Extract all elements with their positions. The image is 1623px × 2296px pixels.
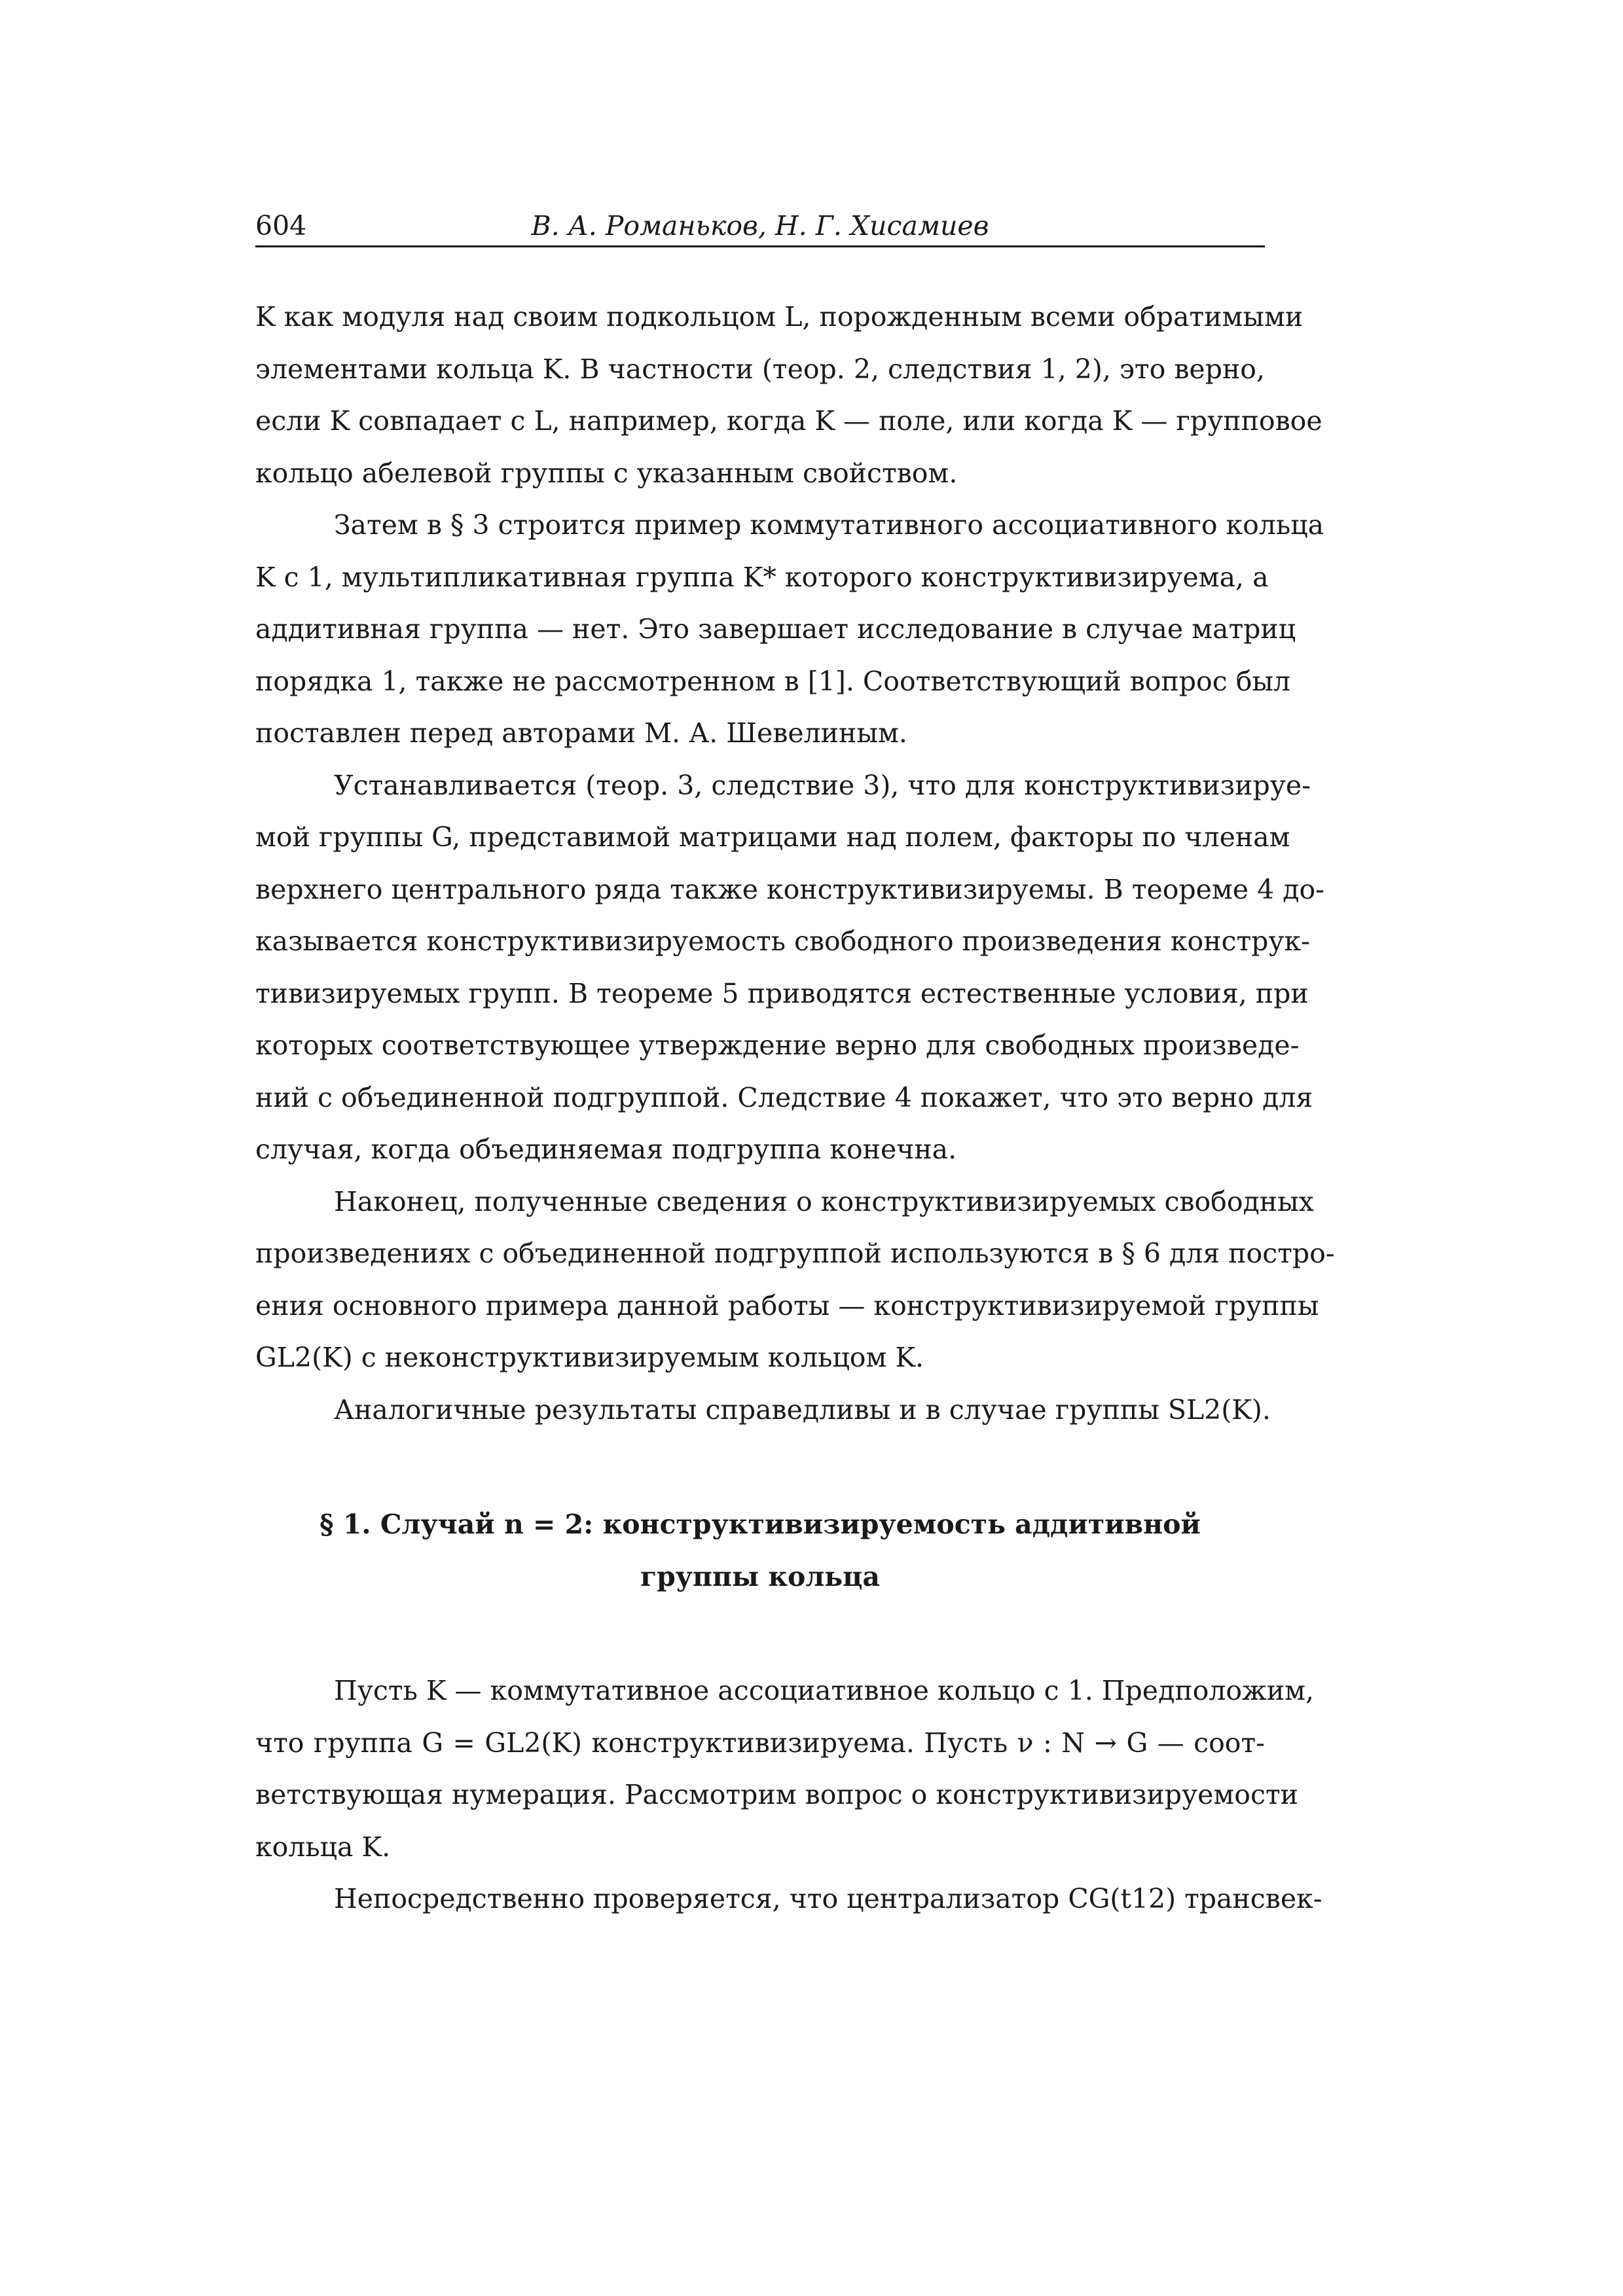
- text-line: порядка 1, также не рассмотренном в [1]. Соответствующий вопрос был: [255, 665, 1291, 697]
- text-line: что группа G = GL2(K) конструктивизируема. Пусть ν : N → G — соот-: [255, 1727, 1265, 1759]
- text-line: элементами кольца K. В частности (теор. 2, следствия 1, 2), это верно,: [255, 353, 1265, 385]
- text-line: верхнего центрального ряда также конструктивизируемы. В теореме 4 до-: [255, 873, 1324, 905]
- paragraph-7: [255, 1873, 1322, 1926]
- text-line: Аналогичные результаты справедливы и в случае группы SL2(K).: [334, 1393, 1271, 1426]
- running-head: В. А. Романьков, Н. Г. Хисамиев: [531, 210, 989, 242]
- text-line: тивизируемых групп. В теореме 5 приводятся естественные условия, при: [255, 977, 1309, 1009]
- text-line: K как модуля над своим подкольцом L, порожденным всеми обратимыми: [255, 301, 1304, 332]
- section-title: [255, 1498, 1265, 1603]
- text-line: мой группы G, представимой матрицами над полем, факторы по членам: [255, 821, 1290, 853]
- page-number: 604: [255, 210, 307, 242]
- section-spacer: [255, 1603, 1265, 1665]
- text-line: если K совпадает с L, например, когда K — поле, или когда K — групповое: [255, 405, 1322, 437]
- paragraph-1: [255, 291, 1322, 499]
- page-header: [255, 206, 1265, 247]
- text-line: ний с объединенной подгруппой. Следствие 4 покажет, что это верно для: [255, 1081, 1313, 1113]
- text-line: аддитивная группа — нет. Это завершает исследование в случае матриц: [255, 613, 1296, 645]
- text-line: произведениях с объединенной подгруппой используются в § 6 для постро-: [255, 1238, 1335, 1269]
- text-line: GL2(K) с неконструктивизируемым кольцом K.: [255, 1342, 924, 1373]
- text-line: кольца K.: [255, 1831, 391, 1863]
- text-line: Устанавливается (теор. 3, следствие 3), что для конструктивизируе-: [334, 769, 1311, 801]
- text-line: K с 1, мультипликативная группа K* которого конструктивизируема, а: [255, 561, 1269, 593]
- section-title-line-1: § 1. Случай n = 2: конструктивизируемость аддитивной: [319, 1509, 1201, 1540]
- body-text: [255, 291, 1335, 1926]
- paragraph-4: [255, 1176, 1335, 1384]
- section-spacer: [255, 1436, 1265, 1498]
- text-line: Непосредственно проверяется, что централизатор CG(t12) трансвек-: [334, 1883, 1322, 1914]
- text-line: Наконец, полученные сведения о конструктивизируемых свободных: [334, 1185, 1314, 1217]
- text-line: ветствующая нумерация. Рассмотрим вопрос о конструктивизируемости: [255, 1779, 1298, 1810]
- text-line: казывается конструктивизируемость свободного произведения конструк-: [255, 925, 1311, 957]
- text-line: кольцо абелевой группы с указанным свойством.: [255, 457, 958, 489]
- text-line: ения основного примера данной работы — конструктивизируемой группы: [255, 1289, 1319, 1321]
- paragraph-3: [255, 760, 1324, 1176]
- paragraph-5: [255, 1384, 1271, 1437]
- text-line: которых соответствующее утверждение верно для свободных произведе-: [255, 1030, 1300, 1061]
- section-title-line-2: группы кольца: [640, 1561, 880, 1592]
- paragraph-2: [255, 499, 1324, 760]
- text-line: Пусть K — коммутативное ассоциативное кольцо с 1. Предположим,: [334, 1675, 1315, 1706]
- text-line: Затем в § 3 строится пример коммутативного ассоциативного кольца: [334, 509, 1324, 541]
- text-line: поставлен перед авторами М. А. Шевелиным.: [255, 717, 907, 749]
- text-line: случая, когда объединяемая подгруппа конечна.: [255, 1134, 957, 1165]
- paragraph-6: [255, 1665, 1315, 1873]
